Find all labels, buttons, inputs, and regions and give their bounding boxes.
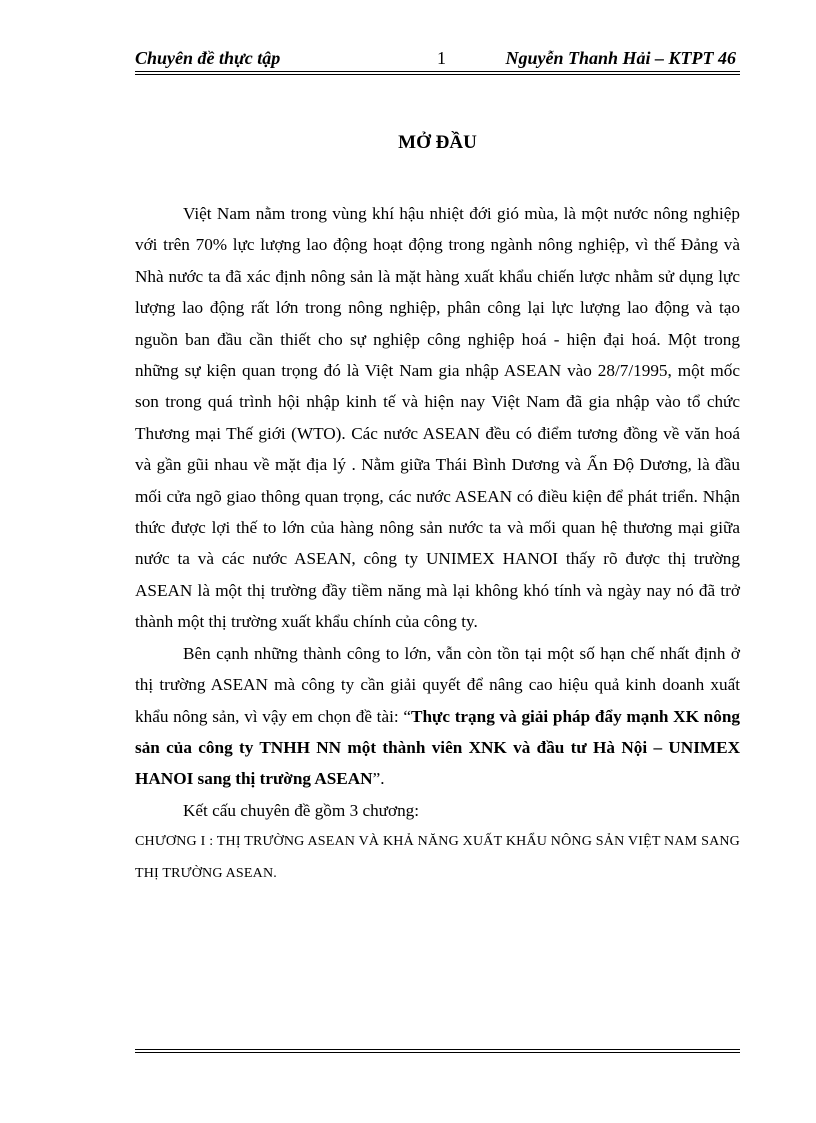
- paragraph-introduction: Việt Nam nằm trong vùng khí hậu nhiệt đới gió mùa, là một nước nông nghiệp với trên 70% lực lượng lao động hoạt động trong ngành nông nghiệp, vì thế Đảng và Nhà nước ta đã xác định nông sản là mặt hàng xuất khẩu chiến lược nhằm sử dụng lực lượng lao động rất lớn trong nông nghiệp, phân công lại lực lượng lao động và tạo nguồn ban đầu cần thiết cho sự nghiệp công nghiệp hoá - hiện đại hoá. Một trong những sự kiện quan trọng đó là Việt Nam gia nhập ASEAN vào 28/7/1995, một mốc son trong quá trình hội nhập kinh tế và hiện nay Việt Nam đã gia nhập vào tổ chức Thương mại Thế giới (WTO). Các nước ASEAN đều có điểm tương đồng về văn hoá và gần gũi nhau về mặt địa lý . Nằm giữa Thái Bình Dương và Ấn Độ Dương, là đầu mối cửa ngõ giao thông quan trọng, các nước ASEAN có điều kiện để phát triển. Nhận thức được lợi thế to lớn của hàng nông sản nước ta và mối quan hệ thương mại giữa nước ta và các nước ASEAN, công ty UNIMEX HANOI thấy rõ được thị trường ASEAN là một thị trường đầy tiềm năng mà lại không khó tính và ngày nay nó đã trở thành một thị trường xuất khẩu chính của công ty.: [135, 204, 740, 632]
- header-rule-secondary: [135, 74, 740, 75]
- page-header: [135, 48, 740, 72]
- header-rule: [135, 71, 740, 72]
- paragraph-topic: [135, 638, 740, 795]
- paragraph-topic-end: ”.: [372, 769, 385, 789]
- footer-rule: [135, 1049, 740, 1050]
- paragraph-structure: Kết cấu chuyên đề gồm 3 chương:: [183, 800, 420, 820]
- chapter-1-heading: CHƯƠNG I : THỊ TRƯỜNG ASEAN VÀ KHẢ NĂNG XUẤT KHẨU NÔNG SẢN VIỆT NAM SANG THỊ TRƯỜNG ASEAN.: [135, 834, 740, 881]
- document-body: [135, 198, 740, 889]
- header-subject: Chuyên đề thực tập: [135, 48, 281, 68]
- header-author: Nguyễn Thanh Hải – KTPT 46: [505, 48, 736, 68]
- footer-rule-secondary: [135, 1052, 740, 1053]
- document-title: MỞ ĐẦU: [398, 132, 477, 153]
- paragraph-topic-intro: Bên cạnh những thành công to lớn, vẫn còn tồn tại một số hạn chế nhất định ở thị trường ASEAN mà công ty cần giải quyết để nâng cao hiệu quả kinh doanh xuất khẩu nông sản, vì vậy em chọn đề tài: “: [135, 643, 740, 726]
- topic-title: Thực trạng và giải pháp đẩy mạnh XK nông sản của công ty TNHH NN một thành viên XNK và đầu tư Hà Nội – UNIMEX HANOI sang thị trường ASEAN: [135, 706, 740, 789]
- page-number: 1: [437, 48, 446, 68]
